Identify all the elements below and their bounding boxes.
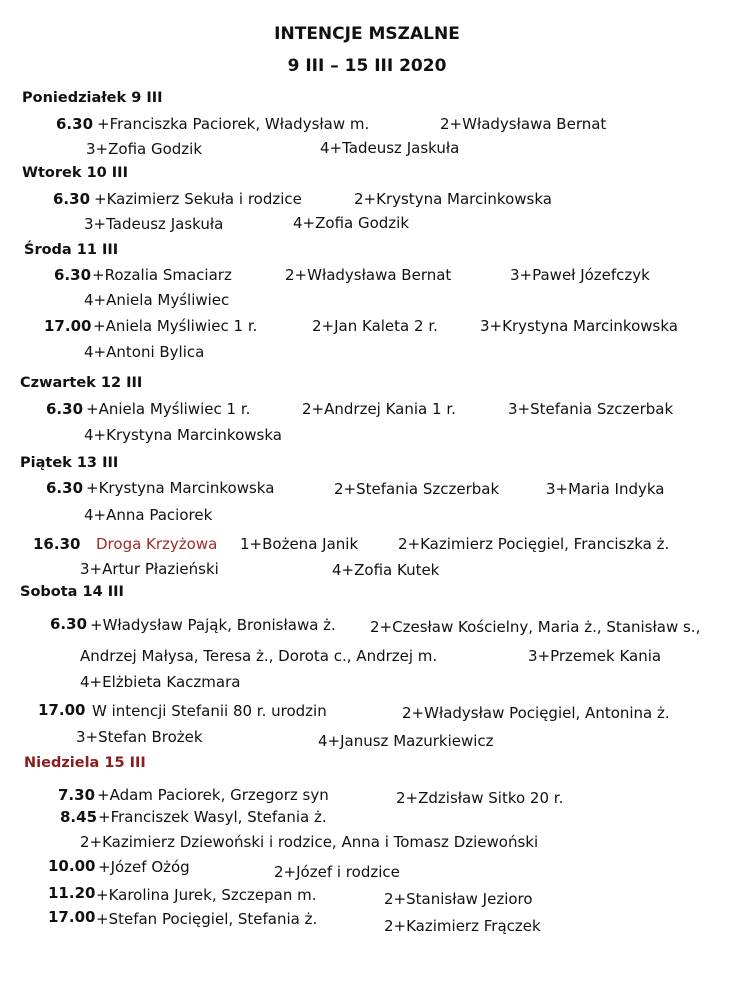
intention: 3+Artur Płazieński [80, 560, 219, 578]
mass-time: 17.00 [38, 701, 86, 719]
intention: 4+Zofia Godzik [293, 214, 410, 232]
intention: 2+Stefania Szczerbak [334, 480, 500, 498]
mass-time: 17.00 [44, 317, 92, 335]
intention: 2+Kazimierz Frączek [384, 917, 541, 935]
intention: 2+Kazimierz Dziewoński i rodzice, Anna i Tomasz Dziewoński [80, 833, 539, 851]
date-range: 9 III – 15 III 2020 [287, 56, 447, 76]
mass-time: 6.30 [56, 115, 94, 133]
intention: +Józef Ożóg [98, 858, 190, 876]
mass-time: 6.30 [46, 400, 84, 418]
intention: +Stefan Pocięgiel, Stefania ż. [96, 910, 318, 928]
intention: +Aniela Myśliwiec 1 r. [93, 317, 258, 335]
intention: 2+Jan Kaleta 2 r. [312, 317, 438, 335]
intention: W intencji Stefanii 80 r. urodzin [92, 702, 327, 720]
intention: 3+Zofia Godzik [86, 140, 203, 158]
intention: +Aniela Myśliwiec 1 r. [86, 400, 251, 418]
intention: 3+Krystyna Marcinkowska [480, 317, 678, 335]
day-heading-tuesday: Wtorek 10 III [22, 165, 128, 181]
mass-time: 10.00 [48, 857, 96, 875]
day-heading-friday: Piątek 13 III [20, 455, 119, 471]
intention: 2+Władysław Pocięgiel, Antonina ż. [402, 704, 670, 722]
intention: +Karolina Jurek, Szczepan m. [96, 886, 317, 904]
mass-time: 7.30 [58, 786, 96, 804]
intention: 3+Tadeusz Jaskuła [84, 215, 224, 233]
intention: 2+Władysława Bernat [285, 266, 452, 284]
day-heading-thursday: Czwartek 12 III [20, 375, 143, 391]
day-heading-saturday: Sobota 14 III [20, 584, 124, 600]
intention: Andrzej Małysa, Teresa ż., Dorota c., Andrzej m. [80, 647, 438, 665]
intention: 2+Andrzej Kania 1 r. [302, 400, 456, 418]
mass-time: 11.20 [48, 884, 96, 902]
intention: 4+Antoni Bylica [84, 343, 205, 361]
intention: 2+Kazimierz Pocięgiel, Franciszka ż. [398, 535, 670, 553]
intention: 3+Maria Indyka [546, 480, 665, 498]
intention: 4+Anna Paciorek [84, 506, 213, 524]
intention: 2+Władysława Bernat [440, 115, 607, 133]
day-heading-monday: Poniedziałek 9 III [22, 90, 163, 106]
mass-time: 8.45 [60, 808, 98, 826]
page-title: INTENCJE MSZALNE [274, 24, 460, 44]
intention: +Franciszek Wasyl, Stefania ż. [98, 808, 327, 826]
intention: +Władysław Pająk, Bronisława ż. [90, 616, 336, 634]
mass-time: 6.30 [50, 615, 88, 633]
intention: +Kazimierz Sekuła i rodzice [94, 190, 302, 208]
mass-time: 17.00 [48, 908, 96, 926]
intention: 4+Tadeusz Jaskuła [320, 139, 460, 157]
day-heading-wednesday: Środa 11 III [24, 242, 119, 258]
stations-of-the-cross-label: Droga Krzyżowa [96, 535, 218, 553]
intention: 2+Józef i rodzice [274, 863, 400, 881]
intention: 3+Stefania Szczerbak [508, 400, 674, 418]
intention: 2+Zdzisław Sitko 20 r. [396, 789, 564, 807]
mass-time: 6.30 [53, 190, 91, 208]
mass-time: 16.30 [33, 535, 81, 553]
intention: +Franciszka Paciorek, Władysław m. [97, 115, 370, 133]
intention: 4+Elżbieta Kaczmara [80, 673, 241, 691]
intention: 3+Przemek Kania [528, 647, 662, 665]
intention: 3+Stefan Brożek [76, 728, 203, 746]
intention: 2+Krystyna Marcinkowska [354, 190, 552, 208]
mass-time: 6.30 [54, 266, 92, 284]
day-heading-sunday: Niedziela 15 III [24, 755, 146, 771]
intention: 4+Aniela Myśliwiec [84, 291, 230, 309]
intention: +Krystyna Marcinkowska [86, 479, 275, 497]
mass-time: 6.30 [46, 479, 84, 497]
intention: 3+Paweł Józefczyk [510, 266, 650, 284]
intention: +Rozalia Smaciarz [92, 266, 232, 284]
intention: 4+Krystyna Marcinkowska [84, 426, 282, 444]
intention: 4+Janusz Mazurkiewicz [318, 732, 494, 750]
intention: 2+Stanisław Jezioro [384, 890, 533, 908]
intention: 1+Bożena Janik [240, 535, 359, 553]
intention: 4+Zofia Kutek [332, 561, 440, 579]
intention: +Adam Paciorek, Grzegorz syn [97, 786, 329, 804]
intention: 2+Czesław Kościelny, Maria ż., Stanisław s., [370, 618, 701, 636]
